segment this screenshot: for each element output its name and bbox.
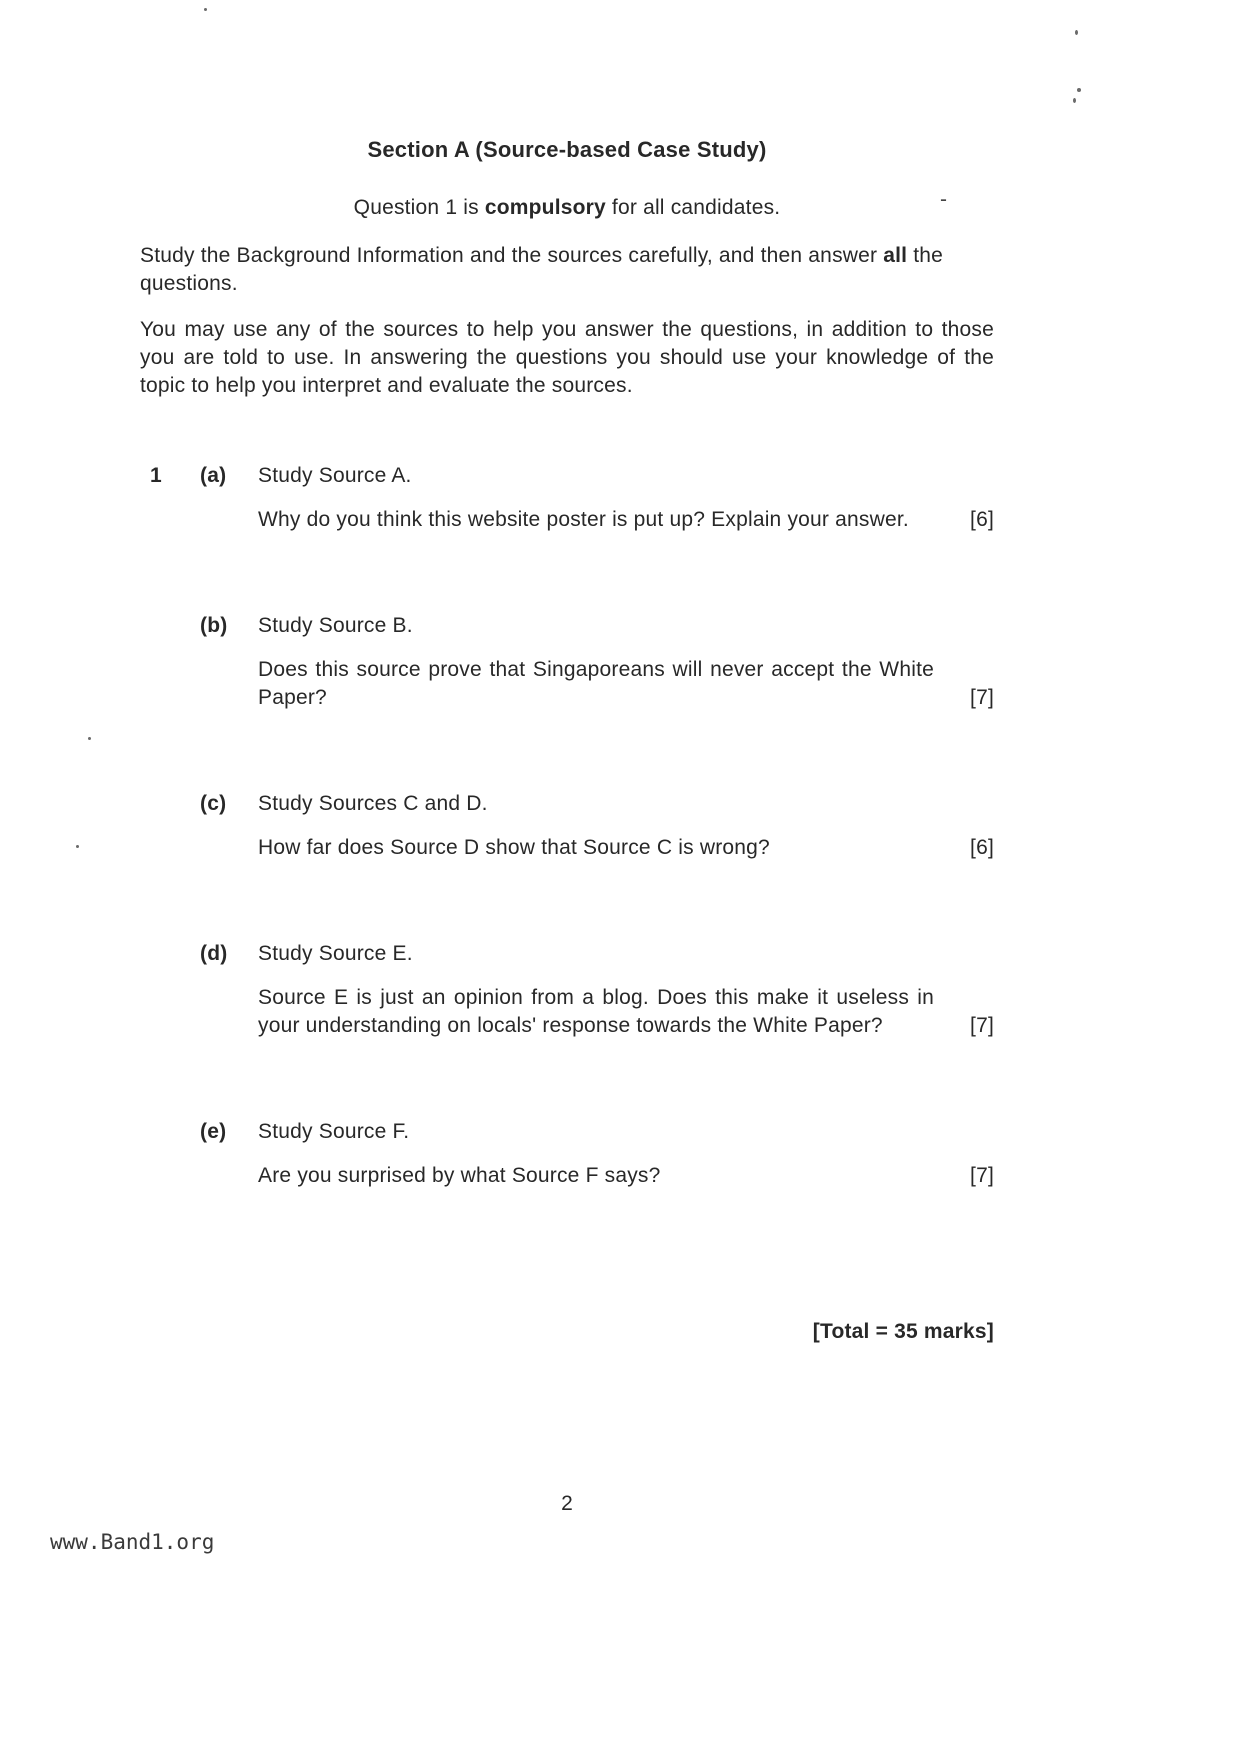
- question-parts: [200, 462, 994, 1268]
- question-1: [140, 462, 994, 1268]
- compulsory-note-suffix: for all candidates.: [605, 196, 781, 219]
- part-body: [258, 940, 994, 1040]
- part-question-text: Are you surprised by what Source F says?: [258, 1164, 661, 1187]
- part-question-text: Why do you think this website poster is put up? Explain your answer.: [258, 508, 909, 531]
- part-marks: [6]: [970, 836, 994, 859]
- scan-speck: [76, 845, 79, 848]
- section-title: Section A (Source-based Case Study): [367, 137, 767, 162]
- page-number: 2: [561, 1492, 573, 1515]
- question-number: 1: [150, 464, 162, 487]
- part-body: [258, 462, 994, 534]
- part-question-row: [258, 834, 994, 862]
- total-marks: [Total = 35 marks]: [812, 1320, 994, 1343]
- scan-speck: [1075, 30, 1078, 35]
- question-part-c: [200, 790, 994, 862]
- compulsory-note: [140, 194, 994, 222]
- intro1-prefix: Study the Background Information and the sources carefully, and then answer: [140, 244, 884, 267]
- part-marks: [7]: [970, 1014, 994, 1037]
- question-part-d: [200, 940, 994, 1040]
- part-label: (d): [200, 942, 228, 965]
- compulsory-note-bold: compulsory: [484, 196, 606, 219]
- part-body: [258, 790, 994, 862]
- scan-speck: [204, 8, 207, 11]
- question-part-b: [200, 612, 994, 712]
- part-label: (a): [200, 464, 227, 487]
- part-marks: [6]: [970, 508, 994, 531]
- part-question-text: How far does Source D show that Source C is wrong?: [258, 836, 770, 859]
- intro1-suffix: the questions.: [140, 244, 944, 295]
- part-instruction: Study Source A.: [258, 464, 412, 487]
- part-label: (e): [200, 1120, 227, 1143]
- part-instruction: Study Source F.: [258, 1120, 410, 1143]
- scan-speck: [1073, 98, 1076, 103]
- part-question-row: [258, 506, 994, 534]
- part-question-row: [258, 1162, 994, 1190]
- page-content: [0, 136, 1239, 1346]
- part-label: (b): [200, 614, 228, 637]
- part-marks: [7]: [970, 686, 994, 709]
- part-instruction: Study Source E.: [258, 942, 413, 965]
- part-instruction: Study Source B.: [258, 614, 413, 637]
- question-part-a: [200, 462, 994, 534]
- part-question-text: Source E is just an opinion from a blog. Does this make it useless in your understanding on locals' response towards the White Paper?: [258, 986, 934, 1037]
- part-question-row: [258, 656, 994, 712]
- part-question-text: Does this source prove that Singaporeans will never accept the White Paper?: [258, 658, 934, 709]
- scan-speck: [1077, 88, 1081, 92]
- scan-artifact-dash: -: [940, 188, 947, 211]
- watermark-url: www.Band1.org: [50, 1530, 215, 1554]
- intro1-bold: all: [883, 244, 908, 267]
- part-label: (c): [200, 792, 227, 815]
- part-marks: [7]: [970, 1164, 994, 1187]
- scan-speck: [88, 737, 91, 740]
- part-instruction: Study Sources C and D.: [258, 792, 488, 815]
- part-body: [258, 1118, 994, 1190]
- question-part-e: [200, 1118, 994, 1190]
- intro-paragraph-1: [140, 242, 994, 298]
- compulsory-note-prefix: Question 1 is: [353, 196, 485, 219]
- intro-paragraph-2: You may use any of the sources to help you answer the questions, in addition to those you are told to use. In answering the questions you should use your knowledge of the topic to help you interpret and evaluate the sources.: [140, 318, 994, 397]
- part-question-row: [258, 984, 994, 1040]
- part-body: [258, 612, 994, 712]
